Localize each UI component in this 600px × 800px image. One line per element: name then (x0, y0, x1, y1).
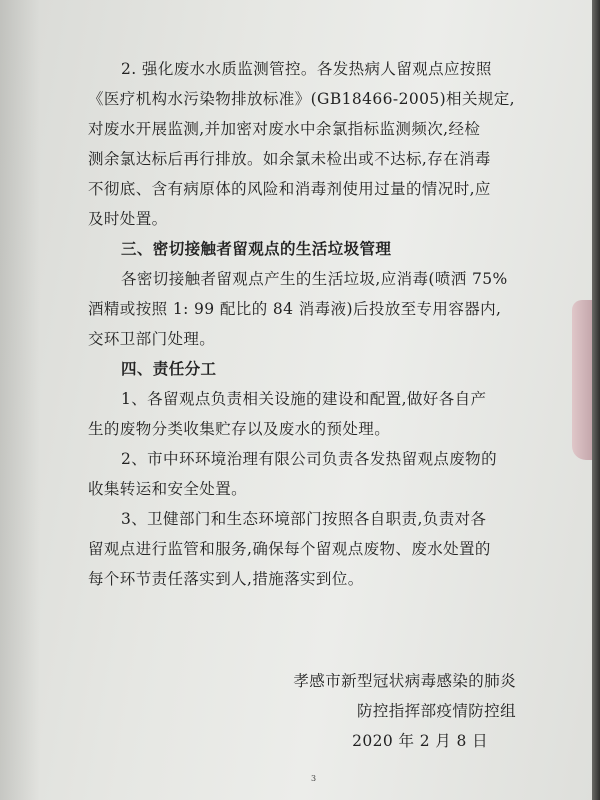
paragraph-line: 测余氯达标后再行排放。如余氯未检出或不达标,存在消毒 (88, 150, 491, 168)
signature-date: 2020 年 2 月 8 日 (352, 732, 488, 750)
signature-org-line: 防控指挥部疫情防控组 (356, 702, 516, 720)
paragraph-line: 及时处置。 (88, 210, 168, 228)
list-item-line: 1、各留观点负责相关设施的建设和配置,做好各自产 (121, 390, 487, 408)
page-edge-shadow (592, 0, 600, 800)
list-item-line: 每个环节责任落实到人,措施落实到位。 (88, 570, 364, 588)
page-number: 3 (311, 774, 317, 783)
list-item-line: 3、卫健部门和生态环境部门按照各自职责,负责对各 (121, 510, 487, 528)
paragraph-line: 不彻底、含有病原体的风险和消毒剂使用过量的情况时,应 (88, 180, 491, 198)
paragraph-line: 各密切接触者留观点产生的生活垃圾,应消毒(喷洒 75% (121, 270, 508, 288)
list-item-line: 2、市中环环境治理有限公司负责各发热留观点废物的 (121, 450, 497, 468)
list-item-line: 收集转运和安全处置。 (88, 480, 248, 498)
paragraph-line: 酒精或按照 1: 99 配比的 84 消毒液)后投放至专用容器内, (88, 300, 502, 318)
signature-org-line: 孝感市新型冠状病毒感染的肺炎 (293, 672, 516, 690)
list-item-line: 生的废物分类收集贮存以及废水的预处理。 (88, 420, 391, 438)
document-body (88, 54, 528, 594)
list-item-line: 留观点进行监管和服务,确保每个留观点废物、废水处置的 (88, 540, 491, 558)
signature-block (293, 666, 516, 756)
section-heading: 四、责任分工 (121, 360, 217, 378)
paragraph-line: 《医疗机构水污染物排放标准》(GB18466-2005)相关规定, (88, 90, 515, 108)
section-heading: 三、密切接触者留观点的生活垃圾管理 (121, 240, 392, 258)
page-shadow (0, 0, 40, 800)
paragraph-line: 对废水开展监测,并加密对废水中余氯指标监测频次,经检 (88, 120, 481, 138)
paragraph-line: 2. 强化废水水质监测管控。各发热病人留观点应按照 (121, 60, 492, 78)
paragraph-line: 交环卫部门处理。 (88, 330, 216, 348)
